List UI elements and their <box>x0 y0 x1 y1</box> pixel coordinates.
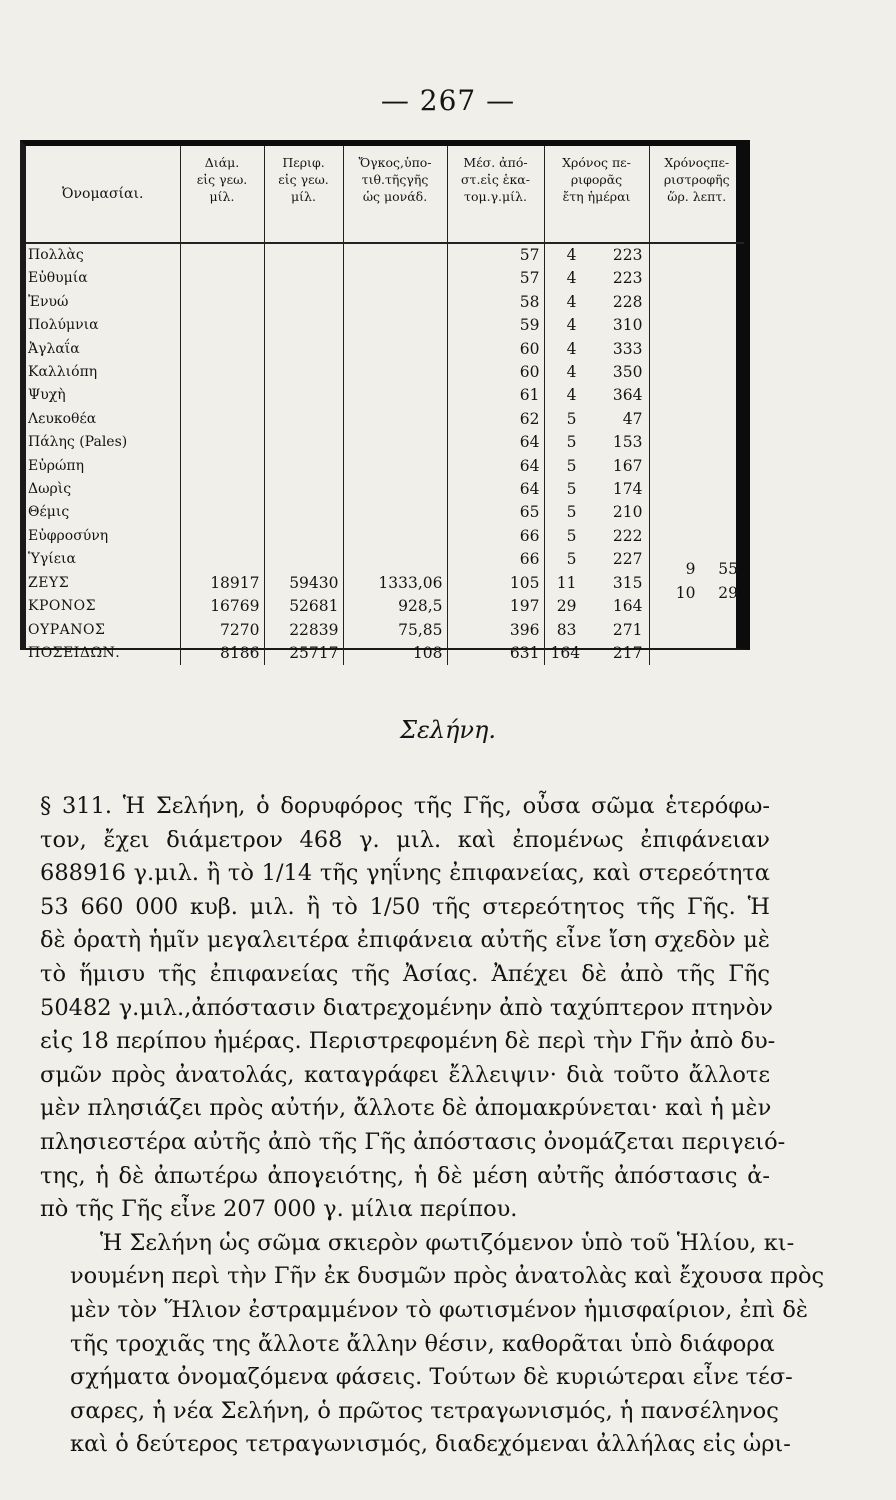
distance-cell: 105 <box>447 572 544 595</box>
table-row <box>26 243 744 267</box>
text-line: σμῶν πρὸς ἀνατολάς, καταγράφει ἔλλειψιν· διὰ τοῦτο ἄλλοτε <box>40 1061 770 1088</box>
diameter-cell <box>180 431 264 454</box>
revolution-days: 222 <box>612 526 643 545</box>
perimeter-cell <box>264 478 343 501</box>
rotation-hours: 9 <box>685 560 696 579</box>
table-row <box>26 361 744 384</box>
planet-name: ΠΟΣΕΙΔΩΝ. <box>28 644 121 661</box>
volume-cell: 1333,06 <box>343 572 447 595</box>
distance-cell: 64 <box>447 431 544 454</box>
revolution-years: 4 <box>566 316 577 335</box>
text-line: σχήματα ὀνομαζόμενα φάσεις. Τούτων δὲ κυριώτεραι εἶνε τέσ- <box>70 1364 793 1391</box>
diameter-cell <box>180 384 264 407</box>
rotation-cell <box>649 548 744 579</box>
rotation-cell <box>649 431 744 454</box>
perimeter-cell: 52681 <box>264 595 343 618</box>
revolution-cell <box>544 501 649 524</box>
revolution-cell <box>544 338 649 361</box>
body-text <box>40 790 825 1462</box>
volume-cell <box>343 338 447 361</box>
table-row <box>26 384 744 407</box>
distance-cell: 62 <box>447 408 544 431</box>
revolution-years: 4 <box>566 386 577 405</box>
text-line: Ἡ Σελήνη ὡς σῶμα σκιερὸν φωτιζόμενον ὑπὸ τοῦ Ἡλίου, κι- <box>100 1229 795 1256</box>
rotation-cell <box>649 314 744 337</box>
distance-cell: 65 <box>447 501 544 524</box>
rotation-cell <box>649 338 744 361</box>
rotation-cell <box>649 642 744 665</box>
rotation-minutes: 29 <box>718 583 738 602</box>
table-row <box>26 501 744 524</box>
volume-cell <box>343 361 447 384</box>
table-row <box>26 267 744 290</box>
distance-cell: 60 <box>447 338 544 361</box>
distance-cell: 66 <box>447 548 544 571</box>
revolution-years: 4 <box>566 363 577 382</box>
perimeter-cell <box>264 384 343 407</box>
table-row <box>26 572 744 595</box>
volume-cell <box>343 501 447 524</box>
revolution-years: 5 <box>566 409 577 428</box>
diameter-cell <box>180 455 264 478</box>
perimeter-cell: 22839 <box>264 619 343 642</box>
table-row <box>26 291 744 314</box>
revolution-years: 5 <box>566 526 577 545</box>
planet-name: ΚΡΟΝΟΣ <box>28 598 96 615</box>
volume-cell: 108 <box>343 642 447 665</box>
text-line: σαρες, ἡ νέα Σελήνη, ὁ πρῶτος τετραγωνισμός, ἡ πανσέληνος <box>70 1397 779 1424</box>
perimeter-cell <box>264 408 343 431</box>
revolution-cell <box>544 361 649 384</box>
table-row <box>26 525 744 548</box>
section-heading: Σελήνη. <box>399 716 497 744</box>
text-line: 688916 γ.μιλ. ἢ τὸ 1/14 τῆς γηΐνης ἐπιφανείας, καὶ στερεότητα <box>40 860 770 887</box>
revolution-cell <box>544 267 649 290</box>
revolution-days: 223 <box>612 246 643 264</box>
table-header-row <box>26 146 744 243</box>
diameter-cell: 8186 <box>180 642 264 665</box>
text-line: 50482 γ.μιλ.,ἀπόστασιν διατρεχομένην ἀπὸ ταχύπτερον πτηνὸν <box>40 994 773 1021</box>
revolution-days: 271 <box>612 620 643 639</box>
planet-name: ΖΕΥΣ <box>28 574 70 591</box>
rotation-cell <box>649 408 744 431</box>
rotation-cell <box>649 619 744 642</box>
revolution-years: 5 <box>566 503 577 522</box>
planet-name: Καλλιόπη <box>28 364 98 381</box>
header-rotation: Χρόνοςπε- ριστροφῆς ὥρ. λεπτ. <box>649 146 744 243</box>
diameter-cell <box>180 314 264 337</box>
perimeter-cell <box>264 314 343 337</box>
planet-name: Ὑγίεια <box>28 551 76 568</box>
diameter-cell: 7270 <box>180 619 264 642</box>
planet-name: Πάλης (Pales) <box>28 434 128 451</box>
text-line: μὲν τὸν Ἥλιον ἐστραμμένον τὸ φωτισμένον ἡμισφαίριον, ἐπὶ δὲ <box>70 1296 808 1323</box>
revolution-years: 5 <box>566 480 577 499</box>
planet-name: Εὐρώπη <box>28 457 84 474</box>
table-row <box>26 455 744 478</box>
revolution-days: 310 <box>612 316 643 335</box>
diameter-cell <box>180 338 264 361</box>
text-line: καὶ ὁ δεύτερος τετραγωνισμός, διαδεχόμεναι ἀλλήλας εἰς ὡρι- <box>70 1431 791 1458</box>
text-line: τὸ ἥμισυ τῆς ἐπιφανείας τῆς Ἀσίας. Ἀπέχει δὲ ἀπὸ τῆς Γῆς <box>40 960 770 987</box>
header-perimeter: Περιφ. εἰς γεω. μίλ. <box>264 146 343 243</box>
revolution-cell <box>544 291 649 314</box>
rotation-cell <box>649 525 744 548</box>
diameter-cell <box>180 243 264 267</box>
text-line: § 311. Ἡ Σελήνη, ὁ δορυφόρος τῆς Γῆς, οὖσα σῶμα ἑτερόφω- <box>40 793 770 819</box>
revolution-cell <box>544 455 649 478</box>
rotation-cell <box>649 291 744 314</box>
revolution-cell <box>544 314 649 337</box>
diameter-cell <box>180 478 264 501</box>
planet-name: Δωρὶς <box>28 481 72 498</box>
rotation-cell <box>649 501 744 524</box>
text-line: πλησιεστέρα αὐτῆς ἀπὸ τῆς Γῆς ἀπόστασις ὀνομάζεται περιγειό- <box>40 1128 786 1155</box>
revolution-cell <box>544 619 649 642</box>
revolution-years: 29 <box>556 597 577 616</box>
revolution-days: 227 <box>612 550 643 569</box>
volume-cell <box>343 525 447 548</box>
perimeter-cell <box>264 501 343 524</box>
revolution-days: 47 <box>622 409 643 428</box>
header-revolution: Χρόνος πε- ριφορᾶς ἔτη ἡμέραι <box>544 146 649 243</box>
page-number: — 267 — <box>380 84 516 117</box>
distance-cell: 197 <box>447 595 544 618</box>
diameter-cell <box>180 291 264 314</box>
perimeter-cell <box>264 267 343 290</box>
planet-name: Εὐθυμία <box>28 270 88 287</box>
diameter-cell: 16769 <box>180 595 264 618</box>
distance-cell: 64 <box>447 455 544 478</box>
text-line: της, ἡ δὲ ἀπωτέρω ἀπογειότης, ἡ δὲ μέση αὐτῆς ἀπόστασις ἀ- <box>40 1162 770 1189</box>
perimeter-cell <box>264 431 343 454</box>
diameter-cell <box>180 408 264 431</box>
distance-cell: 396 <box>447 619 544 642</box>
text-line: τῆς τροχιᾶς της ἄλλοτε ἄλλην θέσιν, καθορᾶται ὑπὸ διάφορα <box>70 1330 775 1357</box>
perimeter-cell <box>264 455 343 478</box>
table-row <box>26 314 744 337</box>
header-diameter: Διάμ. εἰς γεω. μίλ. <box>180 146 264 243</box>
planet-name: Ψυχὴ <box>28 387 66 404</box>
revolution-years: 4 <box>566 292 577 311</box>
volume-cell: 928,5 <box>343 595 447 618</box>
volume-cell <box>343 291 447 314</box>
text-line: τον, ἔχει διάμετρον 468 γ. μιλ. καὶ ἐπομένως ἐπιφάνειαν <box>40 826 770 853</box>
text-line: εἰς 18 περίπου ἡμέρας. Περιστρεφομένη δὲ περὶ τὴν Γῆν ἀπὸ δυ- <box>40 1028 776 1055</box>
text-line: 53 660 000 κυβ. μιλ. ἢ τὸ 1/50 τῆς στερεότητος τῆς Γῆς. Ἡ <box>40 893 770 920</box>
paragraph <box>40 790 786 1227</box>
table-row <box>26 431 744 454</box>
volume-cell <box>343 267 447 290</box>
volume-cell <box>343 314 447 337</box>
revolution-days: 174 <box>612 480 643 499</box>
header-names: Ὀνομασίαι. <box>26 146 180 243</box>
text-line: νουμένη περὶ τὴν Γῆν ἐκ δυσμῶν πρὸς ἀνατολὰς καὶ ἔχουσα πρὸς <box>70 1263 825 1290</box>
rotation-cell <box>649 361 744 384</box>
diameter-cell <box>180 267 264 290</box>
distance-cell: 61 <box>447 384 544 407</box>
volume-cell <box>343 548 447 571</box>
rotation-cell <box>649 243 744 267</box>
diameter-cell: 18917 <box>180 572 264 595</box>
revolution-days: 364 <box>612 386 643 405</box>
volume-cell <box>343 455 447 478</box>
revolution-days: 217 <box>612 643 643 662</box>
diameter-cell <box>180 361 264 384</box>
volume-cell <box>343 243 447 267</box>
diameter-cell <box>180 501 264 524</box>
perimeter-cell: 59430 <box>264 572 343 595</box>
volume-cell <box>343 478 447 501</box>
planet-name: Ἐνυώ <box>28 293 69 310</box>
revolution-days: 228 <box>612 292 643 311</box>
revolution-years: 4 <box>566 269 577 288</box>
planet-name: Θέμις <box>28 504 70 521</box>
distance-cell: 60 <box>447 361 544 384</box>
planet-name: Λευκοθέα <box>28 410 97 427</box>
distance-cell: 66 <box>447 525 544 548</box>
diameter-cell <box>180 525 264 548</box>
revolution-days: 315 <box>612 573 643 592</box>
revolution-days: 350 <box>612 363 643 382</box>
distance-cell: 57 <box>447 267 544 290</box>
asteroid-planet-table <box>20 140 764 662</box>
rotation-cell <box>649 267 744 290</box>
rotation-cell <box>649 455 744 478</box>
rotation-hours: 10 <box>675 583 696 602</box>
distance-cell: 64 <box>447 478 544 501</box>
revolution-years: 164 <box>550 643 581 662</box>
rotation-cell <box>649 478 744 501</box>
revolution-cell <box>544 431 649 454</box>
planet-name: Εὐφροσύνη <box>28 527 109 544</box>
distance-cell: 59 <box>447 314 544 337</box>
planet-name: Πολλὰς <box>28 247 84 263</box>
rotation-cell <box>649 384 744 407</box>
revolution-days: 210 <box>612 503 643 522</box>
perimeter-cell <box>264 361 343 384</box>
volume-cell <box>343 408 447 431</box>
planet-name: ΟΥΡΑΝΟΣ <box>28 621 106 638</box>
rotation-minutes: 55 <box>718 560 738 579</box>
table-row <box>26 338 744 361</box>
revolution-years: 11 <box>556 573 577 592</box>
distance-cell: 58 <box>447 291 544 314</box>
revolution-days: 333 <box>612 339 643 358</box>
table-row <box>26 478 744 501</box>
table-row <box>26 548 744 571</box>
table-row <box>26 595 744 618</box>
paragraph <box>40 1227 825 1462</box>
volume-cell: 75,85 <box>343 619 447 642</box>
revolution-cell <box>544 548 649 571</box>
perimeter-cell <box>264 243 343 267</box>
header-volume: Ὄγκος,ὑπο- τιθ.τῆςγῆς ὡς μονάδ. <box>343 146 447 243</box>
revolution-days: 164 <box>612 597 643 616</box>
volume-cell <box>343 384 447 407</box>
text-line: δὲ ὁρατὴ ἡμῖν μεγαλειτέρα ἐπιφάνεια αὐτῆς εἶνε ἴση σχεδὸν μὲ <box>40 927 770 954</box>
revolution-years: 5 <box>566 550 577 569</box>
revolution-cell <box>544 243 649 267</box>
table-row <box>26 408 744 431</box>
distance-cell: 631 <box>447 642 544 665</box>
revolution-cell <box>544 642 649 665</box>
planet-name: Πολύμνια <box>28 317 99 334</box>
table-row <box>26 642 744 665</box>
header-distance: Μέσ. ἀπό- στ.εἰς ἑκα- τομ.γ.μίλ. <box>447 146 544 243</box>
diameter-cell <box>180 548 264 571</box>
revolution-years: 5 <box>566 433 577 452</box>
revolution-years: 5 <box>566 456 577 475</box>
revolution-days: 153 <box>612 433 643 452</box>
planet-name: Ἀγλαΐα <box>28 340 80 357</box>
revolution-days: 223 <box>612 269 643 288</box>
text-line: πὸ τῆς Γῆς εἶνε 207 000 γ. μίλια περίπου. <box>40 1196 518 1223</box>
perimeter-cell <box>264 548 343 571</box>
revolution-years: 4 <box>566 246 577 264</box>
distance-cell: 57 <box>447 243 544 267</box>
revolution-days: 167 <box>612 456 643 475</box>
volume-cell <box>343 431 447 454</box>
revolution-years: 83 <box>556 620 577 639</box>
perimeter-cell <box>264 291 343 314</box>
planet-data-table <box>26 146 744 665</box>
revolution-cell <box>544 595 649 618</box>
revolution-cell <box>544 525 649 548</box>
perimeter-cell: 25717 <box>264 642 343 665</box>
revolution-cell <box>544 572 649 595</box>
revolution-cell <box>544 384 649 407</box>
revolution-cell <box>544 408 649 431</box>
table-row <box>26 619 744 642</box>
perimeter-cell <box>264 338 343 361</box>
revolution-cell <box>544 478 649 501</box>
revolution-years: 4 <box>566 339 577 358</box>
perimeter-cell <box>264 525 343 548</box>
text-line: μὲν πλησιάζει πρὸς αὐτήν, ἄλλοτε δὲ ἀπομακρύνεται· καὶ ἡ μὲν <box>40 1095 772 1122</box>
